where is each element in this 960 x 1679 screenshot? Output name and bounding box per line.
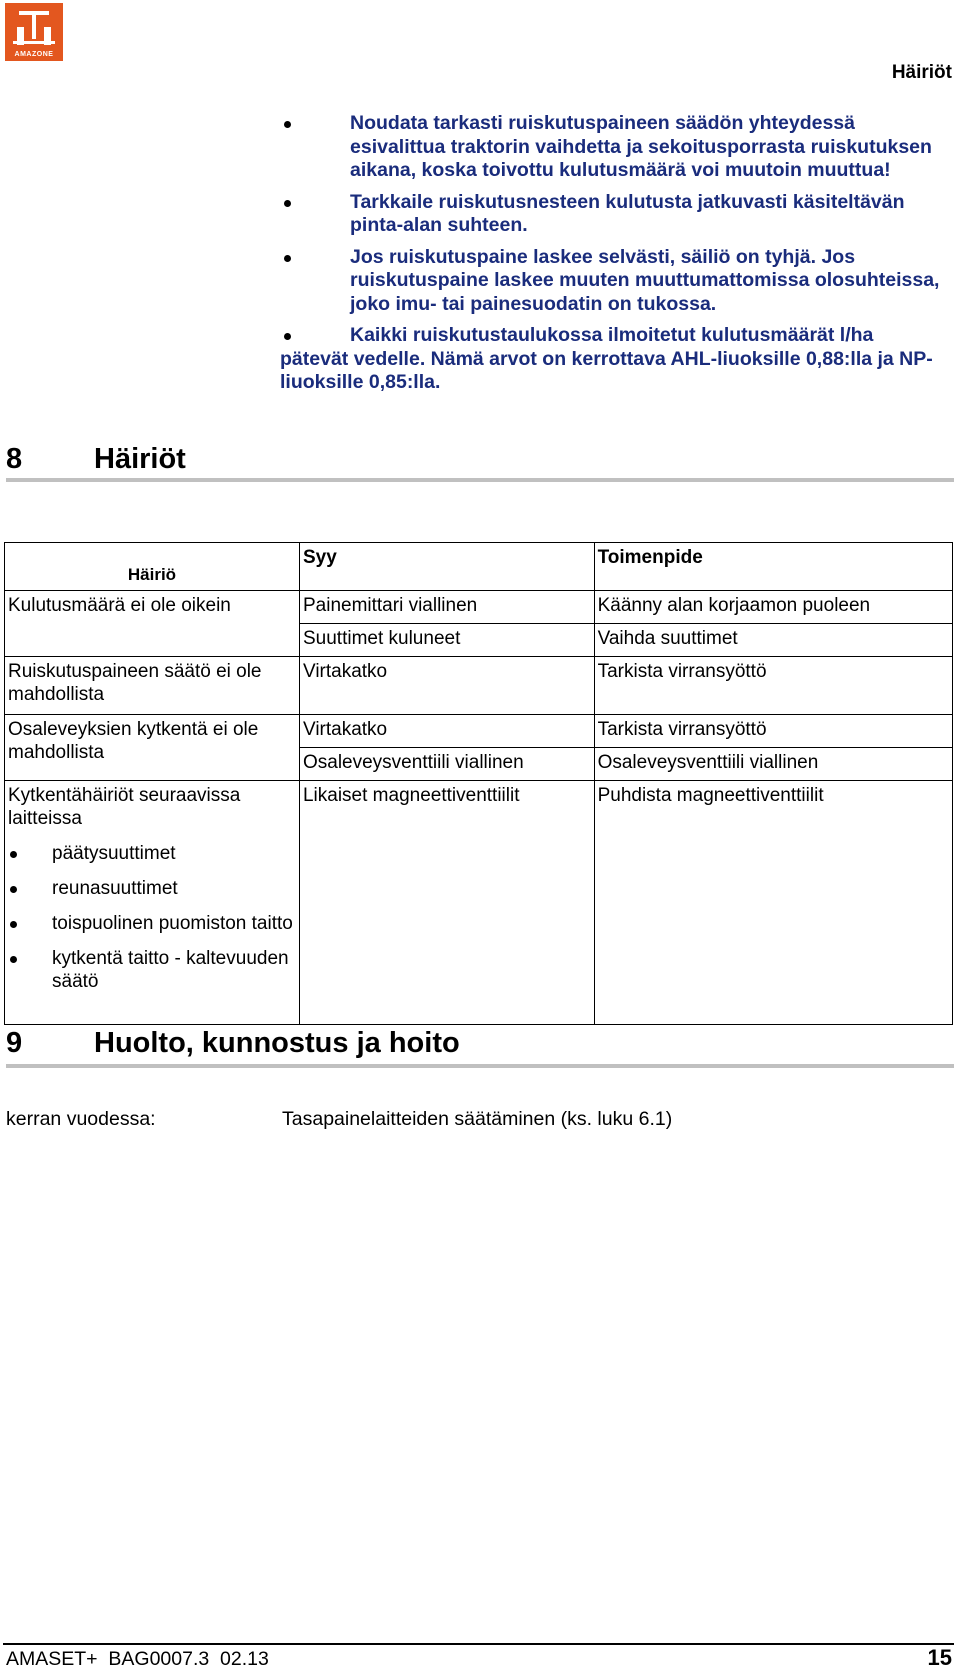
amazone-logo (5, 3, 63, 61)
table-row (5, 781, 953, 1025)
intro-bullet: Tarkkaile ruiskutusnesteen kulutusta jatkuvasti käsiteltävän pinta-alan suhteen. (280, 191, 940, 238)
fault-cell: Ruiskutuspaineen säätö ei ole mahdollista (5, 657, 300, 715)
troubleshooting-table (4, 542, 953, 1025)
bullet-icon (284, 255, 291, 262)
bullet-icon (284, 121, 291, 128)
section-8-number: 8 (6, 443, 23, 475)
action-cell: Puhdista magneettiventtiilit (594, 781, 952, 1025)
fault-cell (5, 781, 300, 1025)
action-cell: Tarkista virransyöttö (594, 715, 952, 748)
footer-divider (3, 1643, 954, 1645)
action-cell: Käänny alan korjaamon puoleen (594, 591, 952, 624)
intro-bullet-list (280, 112, 940, 403)
bullet-icon (10, 851, 17, 858)
table-header-row (5, 543, 953, 591)
list-item: toispuolinen puomiston taitto (8, 912, 296, 935)
header-action: Toimenpide (594, 543, 952, 591)
header-cause: Syy (299, 543, 594, 591)
list-item: päätysuuttimet (8, 842, 296, 865)
bullet-icon (10, 956, 17, 963)
maintenance-interval-label: kerran vuodessa: (6, 1108, 156, 1130)
cause-cell: Likaiset magneettiventtiilit (299, 781, 594, 1025)
intro-bullet: Kaikki ruiskutustaulukossa ilmoitetut kulutusmäärät l/ha pätevät vedelle. Nämä arvot on kerrottava AHL-liuoksille 0,88:lla ja NP-liuoksille 0,85:lla. (280, 324, 933, 393)
section-9-number: 9 (6, 1027, 23, 1059)
cause-cell: Painemittari viallinen (299, 591, 594, 624)
section-9-divider (6, 1064, 954, 1068)
page-header-title: Häiriöt (891, 62, 952, 83)
bullet-icon (10, 886, 17, 893)
cause-cell: Suuttimet kuluneet (299, 624, 594, 657)
section-8-title: Häiriöt (94, 443, 186, 475)
section-8-divider (6, 478, 954, 482)
action-cell: Tarkista virransyöttö (594, 657, 952, 715)
bullet-icon (10, 921, 17, 928)
cause-cell: Virtakatko (299, 715, 594, 748)
intro-bullet: Jos ruiskutuspaine laskee selvästi, säiliö on tyhjä. Jos ruiskutuspaine laskee muuten muuttumattomissa olosuhteissa, joko imu- tai painesuodatin on tukossa. (280, 246, 940, 317)
logo-wordmark: AMAZONE (14, 51, 54, 58)
table-row (5, 591, 953, 624)
action-cell: Osaleveysventtiili viallinen (594, 748, 952, 781)
fault-sublist (8, 842, 296, 993)
fault-cell: Kulutusmäärä ei ole oikein (5, 591, 300, 657)
fault-cell: Osaleveyksien kytkentä ei ole mahdollista (5, 715, 300, 781)
cause-cell: Osaleveysventtiili viallinen (299, 748, 594, 781)
cause-cell: Virtakatko (299, 657, 594, 715)
action-cell: Vaihda suuttimet (594, 624, 952, 657)
list-item: kytkentä taitto - kaltevuuden säätö (8, 947, 296, 993)
bullet-icon (284, 333, 291, 340)
section-9-title: Huolto, kunnostus ja hoito (94, 1027, 460, 1059)
intro-bullet: Noudata tarkasti ruiskutuspaineen säädön yhteydessä esivalittua traktorin vaihdetta ja sekoitusporrasta ruiskutuksen aikana, koska toivottu kulutusmäärä voi muutoin muuttua! (280, 112, 940, 183)
page-number: 15 (927, 1645, 952, 1670)
maintenance-task: Tasapainelaitteiden säätäminen (ks. luku 6.1) (282, 1108, 673, 1130)
bullet-icon (284, 200, 291, 207)
header-fault: Häiriö (5, 543, 300, 591)
footer-doc-id: AMASET+ BAG0007.3 02.13 (6, 1648, 269, 1670)
fault-text: Kytkentähäiriöt seuraavissa laitteissa (8, 785, 241, 829)
list-item: reunasuuttimet (8, 877, 296, 900)
table-row (5, 715, 953, 748)
table-row (5, 657, 953, 715)
